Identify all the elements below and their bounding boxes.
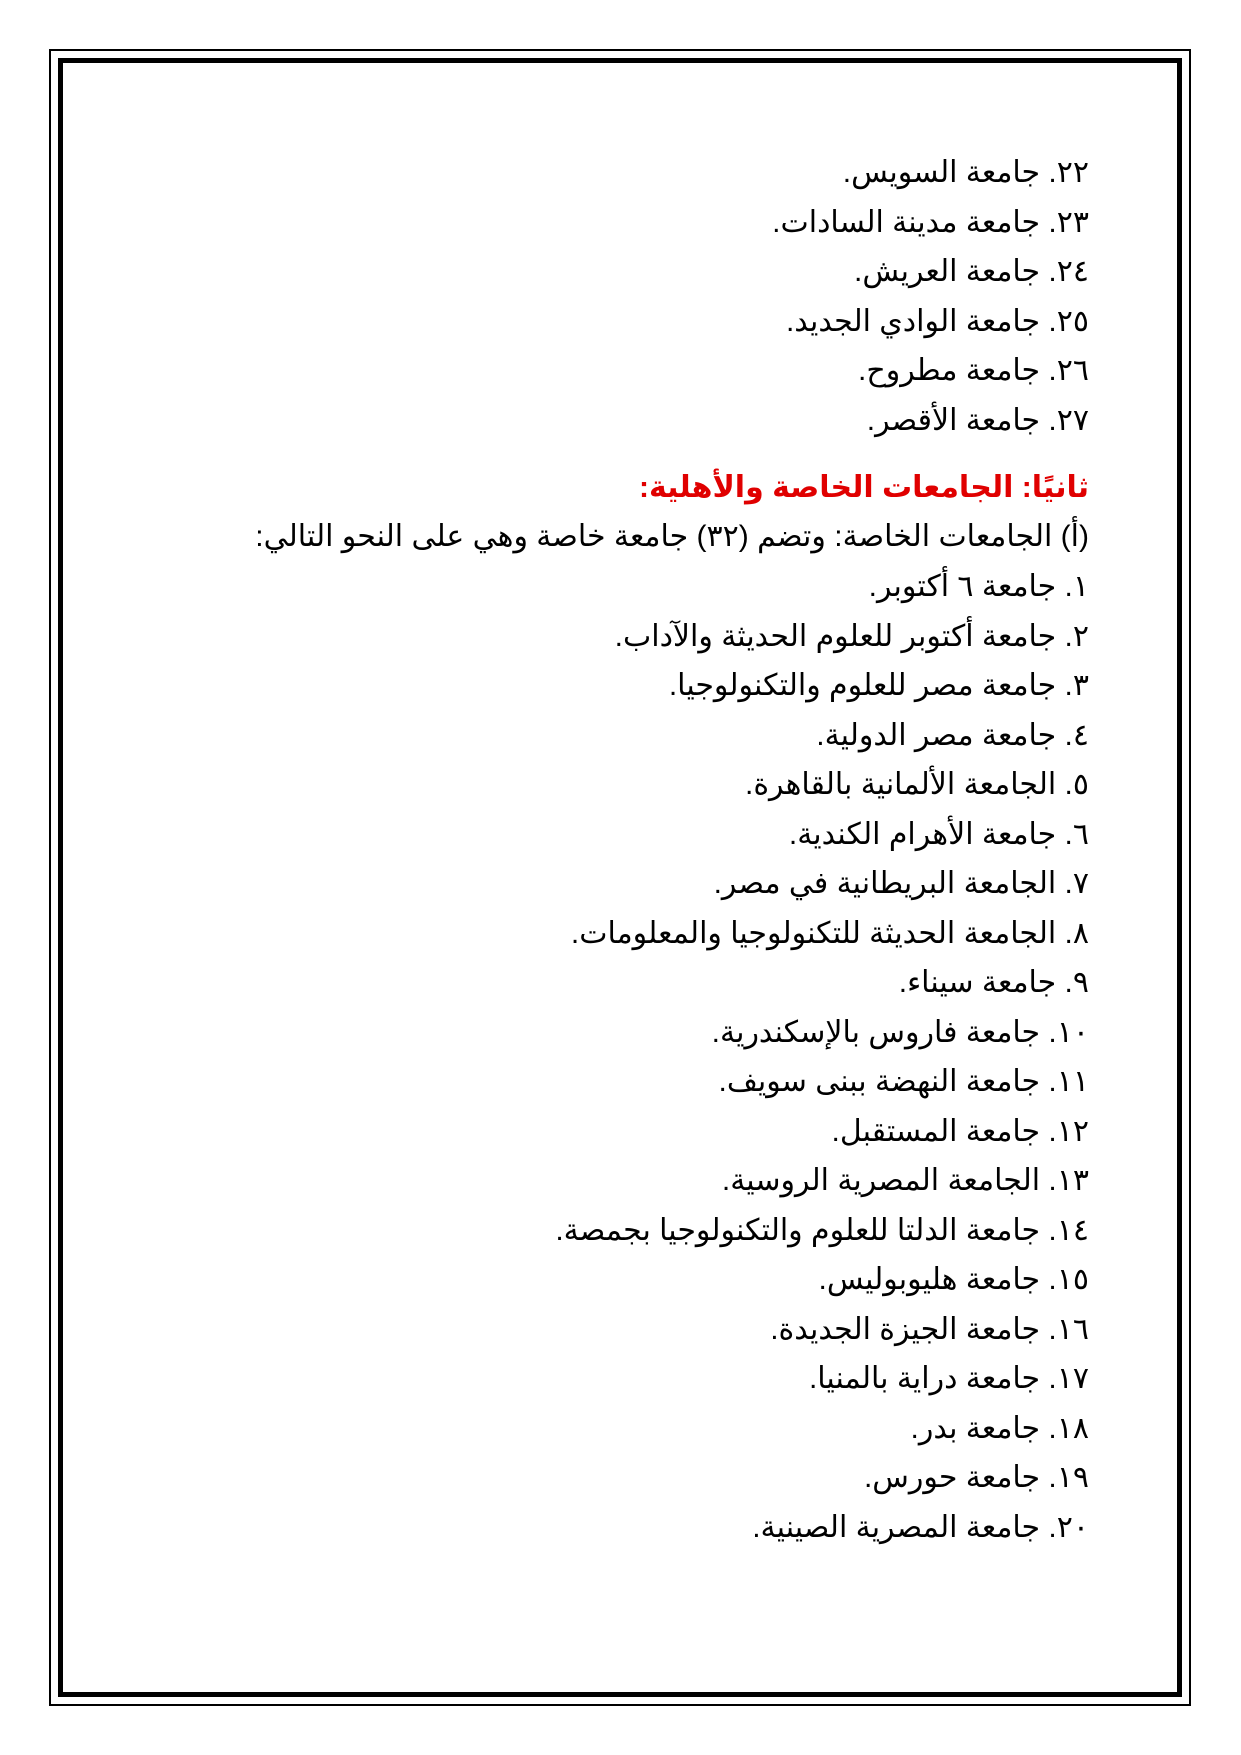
list-item: ٦. جامعة الأهرام الكندية.: [788, 817, 1089, 851]
list-item: ٨. الجامعة الحديثة للتكنولوجيا والمعلومات.: [570, 916, 1089, 950]
private-universities-list: [129, 562, 1089, 1552]
list-item: ٢٣. جامعة مدينة السادات.: [772, 205, 1089, 239]
list-item: ٧. الجامعة البريطانية في مصر.: [713, 867, 1089, 900]
section-heading: ثانيًا: الجامعات الخاصة والأهلية:: [638, 471, 1089, 504]
list-item: ٢٥. جامعة الوادي الجديد.: [785, 304, 1089, 338]
list-item: ١٥. جامعة هليوبوليس.: [818, 1263, 1089, 1296]
list-item: ٩. جامعة سيناء.: [898, 966, 1089, 999]
list-item: ٢٤. جامعة العريش.: [854, 255, 1089, 288]
list-item: ٥. الجامعة الألمانية بالقاهرة.: [744, 768, 1089, 801]
list-item: ١٢. جامعة المستقبل.: [831, 1114, 1089, 1148]
list-item: ٢٦. جامعة مطروح.: [858, 354, 1089, 387]
list-item: ٣. جامعة مصر للعلوم والتكنولوجيا.: [668, 669, 1089, 702]
list-item: ١. جامعة ٦ أكتوبر.: [868, 570, 1089, 603]
list-item: ٢٠. جامعة المصرية الصينية.: [752, 1510, 1089, 1544]
list-item: ١٩. جامعة حورس.: [863, 1461, 1089, 1494]
list-item: ٢٧. جامعة الأقصر.: [866, 403, 1089, 437]
list-item: ١٧. جامعة دراية بالمنيا.: [808, 1362, 1089, 1395]
list-item: ١٤. جامعة الدلتا للعلوم والتكنولوجيا بجمصة.: [555, 1213, 1089, 1247]
list-item: ١٦. جامعة الجيزة الجديدة.: [770, 1312, 1089, 1346]
list-item: ١٣. الجامعة المصرية الروسية.: [721, 1164, 1089, 1197]
list-item: ١١. جامعة النهضة ببنى سويف.: [718, 1065, 1089, 1098]
list-item: ١٨. جامعة بدر.: [910, 1411, 1089, 1445]
list-item: ١٠. جامعة فاروس بالإسكندرية.: [711, 1015, 1089, 1049]
document-content: [129, 148, 1089, 1552]
list-item: ٢. جامعة أكتوبر للعلوم الحديثة والآداب.: [614, 619, 1089, 653]
list-item: ٤. جامعة مصر الدولية.: [816, 718, 1089, 752]
list-item: ٢٢. جامعة السويس.: [842, 156, 1089, 189]
public-universities-list: [129, 148, 1089, 445]
section-intro: (أ) الجامعات الخاصة: وتضم (٣٢) جامعة خاصة وهي على النحو التالي:: [255, 520, 1089, 553]
